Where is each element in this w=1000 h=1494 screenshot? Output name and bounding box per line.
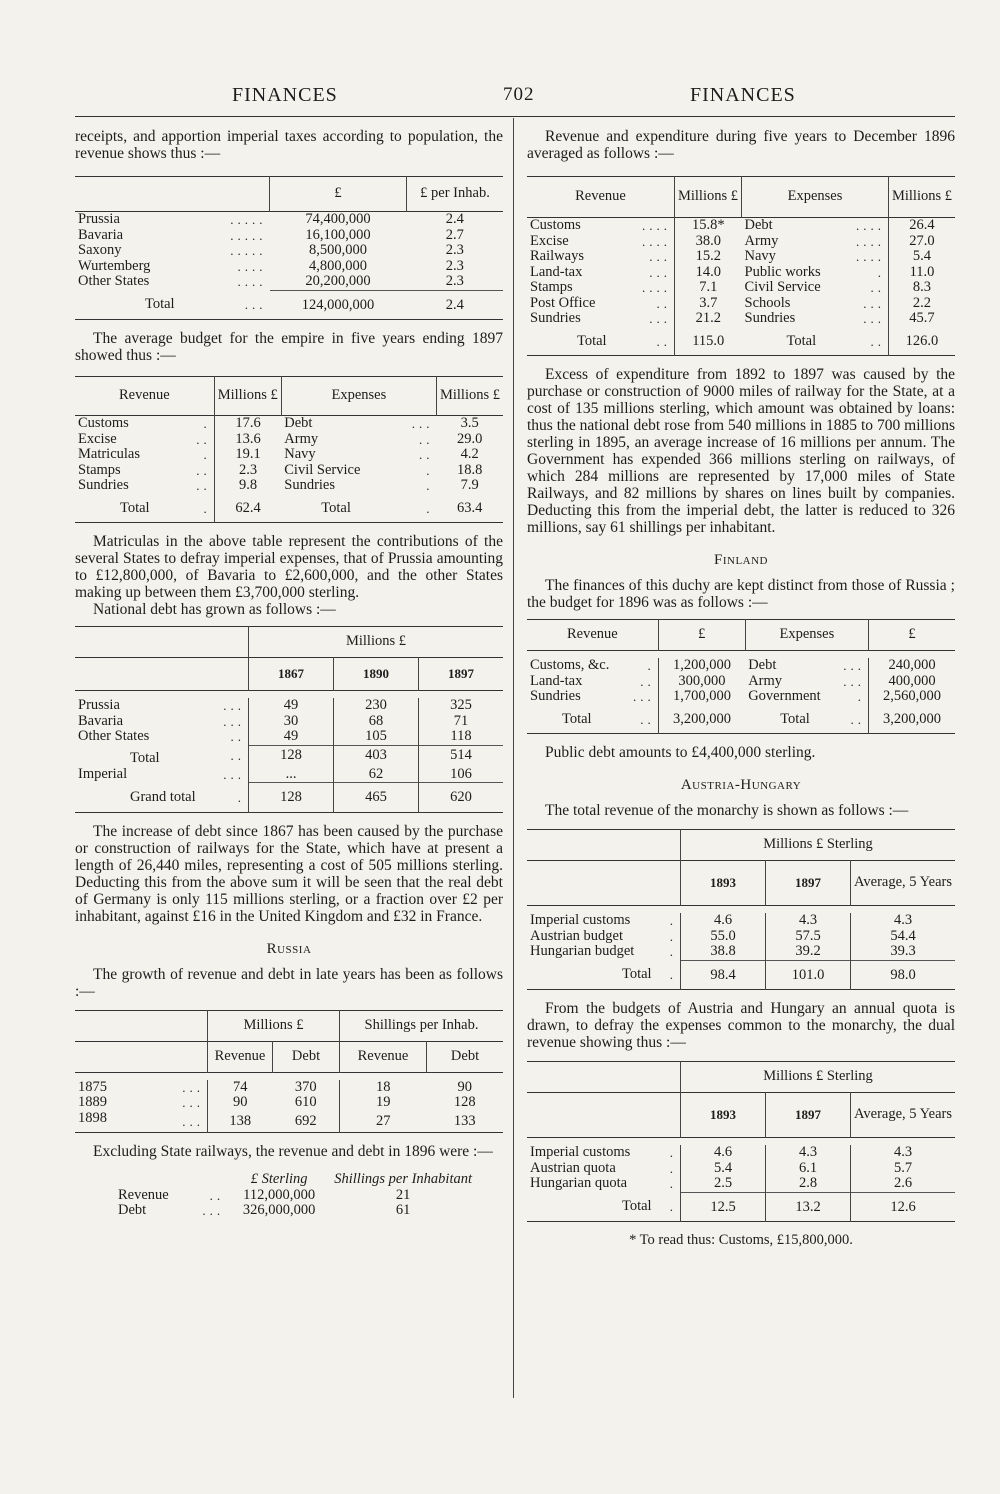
row-label: Debt [118,1202,147,1218]
table-cell: 62 [334,767,419,783]
col-header: 1893 [681,861,766,906]
row-label: Prussia [78,697,120,713]
row-label: Revenue [118,1186,169,1203]
table-cell: 13.6 [214,432,281,448]
table-cell: 62.4 [214,494,281,523]
table-cell: 403 [334,745,419,767]
row-label: Hungarian quota [530,1175,628,1192]
row-label: Debt [744,217,773,233]
table-cell: 128 [249,745,334,767]
table-cell: 326,000,000 [242,1202,316,1218]
col-header: Revenue [566,626,618,643]
table-cell: 21.2 [674,311,741,327]
table-cell: 124,000,000 [270,290,407,320]
table-cell: 2.8 [766,1176,851,1192]
row-label: Customs [78,415,129,431]
table-cell: 5.7 [851,1161,955,1177]
col-header: Average, 5 Years [851,1093,955,1138]
table-cell: 112,000,000 [243,1186,316,1203]
row-label: Austrian budget [530,927,624,944]
table-cell: 240,000 [869,658,956,674]
table-cell: 4.3 [766,913,851,929]
germany-debt-table: Millions £ 1867 1890 1897 Prussia ... 49 230 325 Bavaria ... 30 68 71 Other States .. 49 105 118 Total .. 128 403 514 Imperial ... ... 62 106 Grand total . 128 465 620 [75,626,503,813]
russia-growth-table: Millions £ Shillings per Inhab. Revenue Debt Revenue Debt 1875 ... 74 370 18 90 1889 ... 90 610 19 128 1898 ... 138 692 27 133 [75,1010,503,1134]
table-cell: 3.7 [674,296,741,312]
table-cell: 74,400,000 [305,211,371,227]
paragraph: The finances of this duchy are kept distinct from those of Russia ; the budget for 1896 was as follows :— [527,577,955,611]
table-cell: 101.0 [766,960,851,990]
table-cell: 4,800,000 [309,257,367,274]
table-cell: 3.5 [460,415,479,431]
table-cell: 38.0 [674,234,741,250]
table-cell: 13.2 [766,1192,851,1222]
table-cell: 98.4 [681,960,766,990]
table-cell: 128 [453,1094,476,1110]
col-header: 1893 [681,1093,766,1138]
table-cell: 8.3 [888,280,955,296]
table-cell: 11.0 [888,265,955,281]
col-header: Millions £ [208,1010,340,1041]
page-number: 702 [503,84,535,105]
row-label: Navy [284,446,316,462]
table-cell: 4.6 [681,913,766,929]
paragraph: Matriculas in the above table represent the contributions of the several States to defray imperial expenses, that of Prussia amounting to £12,800,000, of Bavaria to £2,600,000, and the other States making up between them £3,700,000 sterling. [75,533,503,601]
paragraph: Excess of expenditure from 1892 to 1897 was caused by the purchase or construction of 9000 miles of railway for the State, at a cost of 135 millions sterling, which amount was obtained by loans: thus the national debt rose from 540 millions in 1885 to 700 millions sterling in 1895, an average increase of 16 millions per annum. The Government has expended 366 millions sterling on railways, of which 284 millions are represented by 17,000 miles of State Railways, and 82 millions by shares on lines built by companies. Deducting this from the imperial debt, the latter is reduced to 326 millions, say 61 shillings per inhabitant. [527,366,955,536]
table-cell: 370 [294,1078,317,1095]
footnote: * To read thus: Customs, £15,800,000. [629,1232,853,1248]
germany-budget-table: Revenue Millions £ Expenses Millions £ Customs . 17.6 Debt ... 3.5 Excise .. 13.6 Army .. 29.0 Matriculas . 19.1 Navy .. 4.2 Stamps .. 2.3 Civil Service . 18.8 Sundries .. 9.8 Sundries . 7.9 Total . 62.4 Total . 63.4 [75,376,503,523]
row-label: Sundries [78,477,129,493]
table-cell: 2.3 [445,242,464,258]
table-cell: 19 [340,1095,427,1111]
running-header-right: FINANCES [690,84,796,106]
left-column [75,128,503,1229]
col-header: Revenue [340,1041,427,1072]
row-label: Customs, &c. [530,657,610,673]
paragraph: National debt has grown as follows :— [93,601,336,618]
row-label: Bavaria [78,226,124,243]
table-cell: 2.4 [407,290,504,320]
table-cell: 4.3 [851,1145,955,1161]
column-divider [513,118,514,1398]
row-label: Sundries [284,477,336,493]
row-label: Austrian quota [530,1159,616,1176]
table-cell: 105 [334,729,419,745]
table-cell: 3,200,000 [869,705,956,734]
row-label: Bavaria [78,712,124,729]
table-cell: 1,200,000 [658,658,745,674]
col-header: Millions £ [674,177,741,218]
table-cell: 2.3 [445,257,464,274]
total-label: Total [780,710,810,727]
col-header: Millions £ Sterling [681,1062,955,1093]
table-cell: 325 [419,698,504,714]
table-cell: 4.6 [681,1145,766,1161]
table-cell: 39.3 [851,944,955,960]
table-cell: 27.0 [888,234,955,250]
table-cell: 9.8 [214,478,281,494]
row-label: Land-tax [530,672,583,689]
total-label: Total [577,332,607,349]
row-label: Stamps [530,279,573,295]
col-header: 1867 [249,658,334,691]
table-cell: 68 [334,714,419,730]
col-header: Millions £ [214,377,281,416]
col-header: Millions £ Sterling [681,830,955,861]
table-cell: 2.3 [445,273,464,289]
col-header: £ Sterling [250,1171,308,1187]
section-heading-finland: Finland [714,552,768,568]
row-label: Sundries [530,310,581,326]
table-cell: 21 [395,1186,411,1203]
paragraph: From the budgets of Austria and Hungary an annual quota is drawn, to defray the expenses common to the monarchy, the dual revenue showing thus :— [527,1000,955,1051]
total-label: Total [130,750,160,766]
table-cell: 57.5 [766,929,851,945]
austria-dual-revenue-table: Millions £ Sterling 1893 1897 Average, 5 Years Imperial customs . 4.6 4.3 4.3 Austrian quota . 5.4 6.1 5.7 Hungarian quota . 2.5 2.8 2.6 Total . 12.5 13.2 12.6 [527,1061,955,1222]
row-label: Wurtemberg [78,257,151,274]
col-header: Debt [427,1041,504,1072]
row-label: Railways [530,248,584,264]
table-cell: 29.0 [457,430,483,447]
row-label: Army [744,232,779,249]
col-header: £ [869,620,956,651]
table-cell: 16,100,000 [305,226,371,243]
table-cell: ... [249,767,334,783]
table-cell: 15.2 [674,249,741,265]
running-header-left: FINANCES [232,84,338,106]
paragraph: Public debt amounts to £4,400,000 sterling. [545,744,816,761]
col-header: 1890 [334,658,419,691]
table-cell: 49 [249,698,334,714]
table-cell: 5.4 [888,249,955,265]
row-label: Debt [284,415,313,431]
table-cell: 4.3 [851,913,955,929]
total-label: Total [786,332,817,349]
row-label: Excise [78,430,117,447]
table-cell: 3,200,000 [658,705,745,734]
russia-1896-table: £ Sterling Shillings per Inhabitant Revenue .. 112,000,000 21 Debt ... 326,000,000 61 [115,1172,475,1219]
col-header: Millions £ [888,177,955,218]
table-cell: 90 [457,1078,472,1095]
table-cell: 514 [419,745,504,767]
table-cell: 4.2 [460,446,479,462]
col-header: £ [270,177,407,212]
col-header: Millions £ [249,627,504,658]
col-header: 1897 [419,658,504,691]
table-cell: 400,000 [869,674,956,690]
table-cell: 71 [419,714,504,730]
col-header: Expenses [281,377,436,416]
table-cell: 106 [419,767,504,783]
russia-budget-table: Revenue Millions £ Expenses Millions £ Customs .... 15.8* Debt .... 26.4 Excise .... 38.0 Army .... 27.0 Railways ... 15.2 Navy .... 5.4 Land-tax ... 14.0 Public works . 11.0 Stamps .... 7.1 Civil Service .. 8.3 Post Office .. 3.7 Schools ... 2.2 Sundries ... 21.2 Sundries ... 45.7 Total .. 115.0 Total .. 126.0 [527,176,955,356]
table-cell: 5.4 [681,1161,766,1177]
table-cell: 2.4 [445,211,464,227]
row-label: Saxony [78,242,122,258]
table-cell: 90 [208,1095,273,1111]
row-label: Stamps [78,461,121,478]
row-label: Imperial customs [530,1144,631,1160]
table-cell: 15.8* [674,218,741,234]
col-header: Shillings per Inhabitant [334,1171,472,1187]
table-cell: 19.1 [214,447,281,463]
row-label: Prussia [78,211,120,227]
left-intro: receipts, and apportion imperial taxes according to population, the revenue shows thus :— [75,128,503,162]
total-label: Grand total [130,788,196,805]
total-label: Total [120,499,150,516]
table-cell: 39.2 [766,944,851,960]
table-cell: 74 [208,1080,273,1096]
col-header: 1897 [766,861,851,906]
table-cell: 2.2 [888,296,955,312]
table-cell: 14.0 [674,265,741,281]
row-label: Civil Service [284,461,361,478]
table-cell: 26.4 [888,218,955,234]
table-cell: 118 [419,729,504,745]
table-cell: 610 [294,1094,317,1110]
table-cell: 128 [249,783,334,813]
row-label: Imperial [78,765,128,782]
table-cell: 98.0 [851,960,955,990]
table-cell: 115.0 [674,327,741,356]
row-label: Navy [744,248,776,264]
row-label: Sundries [744,310,796,326]
row-label: Other States [78,273,150,290]
table-cell: 49 [249,729,334,745]
row-label: Debt [748,657,777,673]
row-label: Army [284,430,319,447]
row-label: Customs [530,217,581,233]
col-header: Expenses [745,620,868,651]
table-cell: 126.0 [888,327,955,356]
col-header: £ per Inhab. [407,177,504,212]
col-header: Revenue [208,1041,273,1072]
row-label: 1875 [78,1078,107,1095]
table-cell: 18.8 [457,461,483,478]
paragraph: The total revenue of the monarchy is shown as follows :— [545,802,909,819]
row-label: Hungarian budget [530,943,635,960]
table-cell: 55.0 [681,929,766,945]
table-cell: 4.3 [766,1145,851,1161]
table-cell: 2.3 [214,463,281,479]
table-cell: 2.6 [851,1176,955,1192]
table-cell: 30 [249,714,334,730]
table-cell: 8,500,000 [309,242,367,258]
table-cell: 2.5 [681,1176,766,1192]
right-column [527,128,955,1249]
row-label: 1898 [78,1109,107,1126]
table-cell: 300,000 [658,674,745,690]
table-cell: 6.1 [766,1161,851,1177]
paragraph: Excluding State railways, the revenue and debt in 1896 were :— [93,1143,493,1160]
section-heading-russia: Russia [266,940,312,957]
row-label: Excise [530,232,569,249]
table-cell: 7.1 [674,280,741,296]
row-label: Land-tax [530,263,583,280]
table-cell: 12.6 [851,1192,955,1222]
table-cell: 2.7 [445,226,464,243]
table-cell: 27 [340,1111,427,1133]
table-cell: 465 [334,783,419,813]
row-label: Imperial customs [530,912,631,928]
germany-revenue-table: £ £ per Inhab. Prussia ..... 74,400,000 2.4 Bavaria ..... 16,100,000 2.7 Saxony ..... 8,500,000 2.3 Wurtemberg .... 4,800,000 2.3 Other States .... 20,200,000 2.3 Total ... 124,000,000 2.4 [75,176,503,320]
table-cell: 133 [453,1112,476,1129]
header-rule [75,116,955,117]
total-label: Total [562,710,592,727]
col-header: Revenue [119,387,170,404]
table-cell: 620 [419,783,504,813]
table-cell: 45.7 [888,311,955,327]
table-cell: 230 [334,698,419,714]
table-cell: 2,560,000 [869,689,956,705]
row-label: Public works [744,263,821,280]
paragraph: The increase of debt since 1867 has been caused by the purchase or construction of railways for the State, which have at present a length of 26,440 miles, representing a cost of 505 millions sterling. Deducting this from the above sum it will be seen that the real debt of Germany is only 115 millions sterling, or a fraction over £2 per inhabitant, against £16 in the United Kingdom and £32 in France. [75,822,503,925]
paragraph: The growth of revenue and debt in late years has been as follows :— [75,965,503,1000]
col-header: Expenses [742,177,889,218]
total-label: Total [321,499,351,516]
right-intro: Revenue and expenditure during five years to December 1896 averaged as follows :— [527,128,955,162]
finland-budget-table: Revenue £ Expenses £ Customs, &c. . 1,200,000 Debt ... 240,000 Land-tax .. 300,000 Army ... 400,000 Sundries ... 1,700,000 Government . 2,560,000 Total .. 3,200,000 Total .. 3,200,000 [527,619,955,734]
col-header: Average, 5 Years [851,861,955,906]
row-label: Post Office [530,294,596,311]
row-label: Matriculas [78,446,141,462]
table-cell: 20,200,000 [305,273,371,289]
col-header: Shillings per Inhab. [340,1010,504,1041]
row-label: Government [748,688,821,704]
col-header: Debt [273,1041,340,1072]
total-label: Total [622,966,652,983]
section-heading-austria-hungary: Austria-Hungary [680,777,802,793]
col-header: 1897 [766,1093,851,1138]
row-label: Other States [78,728,150,745]
col-header: Millions £ [436,377,503,416]
row-label: Schools [744,294,791,311]
table-cell: 17.6 [214,416,281,432]
table-cell: 1,700,000 [658,689,745,705]
row-label: 1889 [78,1094,107,1110]
table-cell: 54.4 [851,929,955,945]
table-cell: 63.4 [457,499,483,516]
col-header: £ [658,620,745,651]
table-cell: 61 [395,1202,411,1218]
table-cell: 12.5 [681,1192,766,1222]
paragraph: The average budget for the empire in five years ending 1897 showed thus :— [75,330,503,364]
col-header: Revenue [575,188,626,205]
table-cell: 138 [208,1111,273,1133]
row-label: Army [748,672,783,689]
austria-revenue-table: Millions £ Sterling 1893 1897 Average, 5 Years Imperial customs . 4.6 4.3 4.3 Austrian budget . 55.0 57.5 54.4 Hungarian budget . 38.8 39.2 39.3 Total . 98.4 101.0 98.0 [527,829,955,990]
total-label: Total [145,296,175,313]
row-label: Sundries [530,688,581,704]
table-cell: 38.8 [681,944,766,960]
table-cell: 18 [340,1080,427,1096]
total-label: Total [622,1198,652,1215]
row-label: Civil Service [744,279,821,295]
table-cell: 692 [294,1112,317,1129]
table-cell: 7.9 [460,477,479,493]
